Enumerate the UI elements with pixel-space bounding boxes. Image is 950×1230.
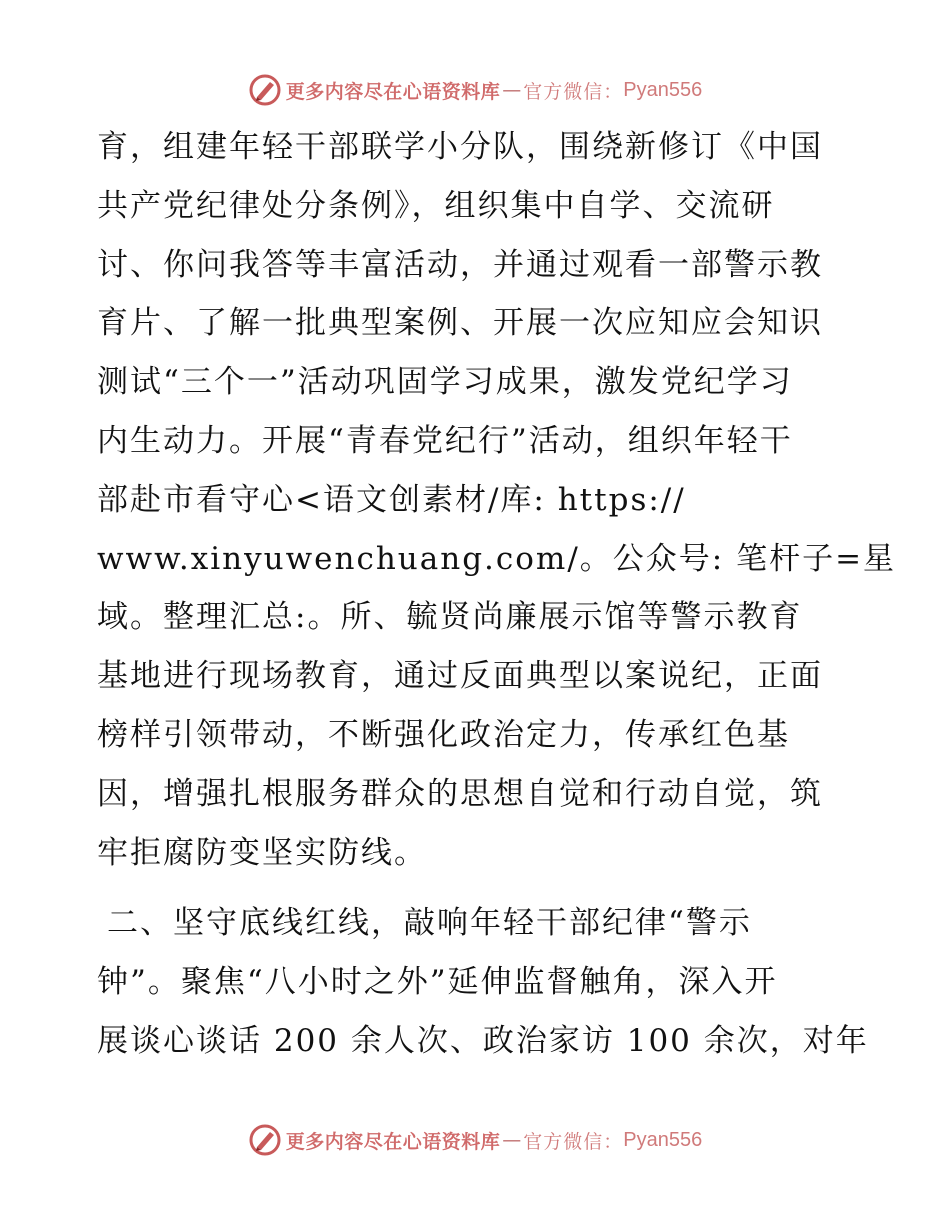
text-line: 榜样引领带动，不断强化政治定力，传承红色基 xyxy=(97,716,790,753)
text-line: 部赴市看守心<语文创素材/库: https:// xyxy=(97,481,686,518)
footer-watermark xyxy=(0,1120,950,1160)
header-label: 官方微信： xyxy=(523,80,624,103)
text-line: www.xinyuwenchuang.com/。公众号: 笔杆子=星 xyxy=(97,540,897,577)
section-heading-line: 二、坚守底线红线，敲响年轻干部纪律“警示 xyxy=(107,905,752,942)
header-wechat-id: Pyan556 xyxy=(623,78,703,101)
footer-label: 官方微信： xyxy=(523,1130,624,1153)
paragraph-gap xyxy=(97,882,857,894)
text-line: 育片、了解一批典型案例、开展一次应知应会知识 xyxy=(97,305,823,342)
pen-logo-icon xyxy=(248,73,282,107)
text-line: 展谈心谈话 200 余人次、政治家访 100 余次，对年 xyxy=(97,1022,869,1059)
text-line: 钟”。聚焦“八小时之外”延伸监督触角，深入开 xyxy=(97,964,778,1001)
text-line: 测试“三个一”活动巩固学习成果，激发党纪学习 xyxy=(97,364,793,401)
footer-brand: 更多内容尽在心语资料库 xyxy=(285,1130,501,1153)
text-line: 讨、你问我答等丰富活动，并通过观看一部警示教 xyxy=(97,246,823,283)
paragraph-1 xyxy=(97,118,897,882)
text-line: 基地进行现场教育，通过反面典型以案说纪，正面 xyxy=(97,658,823,695)
text-line: 内生动力。开展“青春党纪行”活动，组织年轻干 xyxy=(97,422,793,459)
header-watermark xyxy=(0,70,950,110)
text-line: 因，增强扎根服务群众的思想自觉和行动自觉，筑 xyxy=(97,775,823,812)
header-brand: 更多内容尽在心语资料库 xyxy=(285,80,501,103)
footer-wechat-id: Pyan556 xyxy=(623,1128,703,1151)
header-dash: — xyxy=(502,79,522,101)
text-line: 牢拒腐防变坚实防线。 xyxy=(97,834,427,871)
text-line: 育，组建年轻干部联学小分队，围绕新修订《中国 xyxy=(97,129,823,165)
pen-logo-icon xyxy=(248,1123,282,1157)
paragraph-2 xyxy=(97,894,869,1070)
footer-dash: — xyxy=(502,1129,522,1151)
text-line: 共产党纪律处分条例》，组织集中自学、交流研 xyxy=(97,187,775,224)
text-line: 域。整理汇总:。所、毓贤尚廉展示馆等警示教育 xyxy=(97,599,803,636)
document-body xyxy=(97,118,897,1071)
